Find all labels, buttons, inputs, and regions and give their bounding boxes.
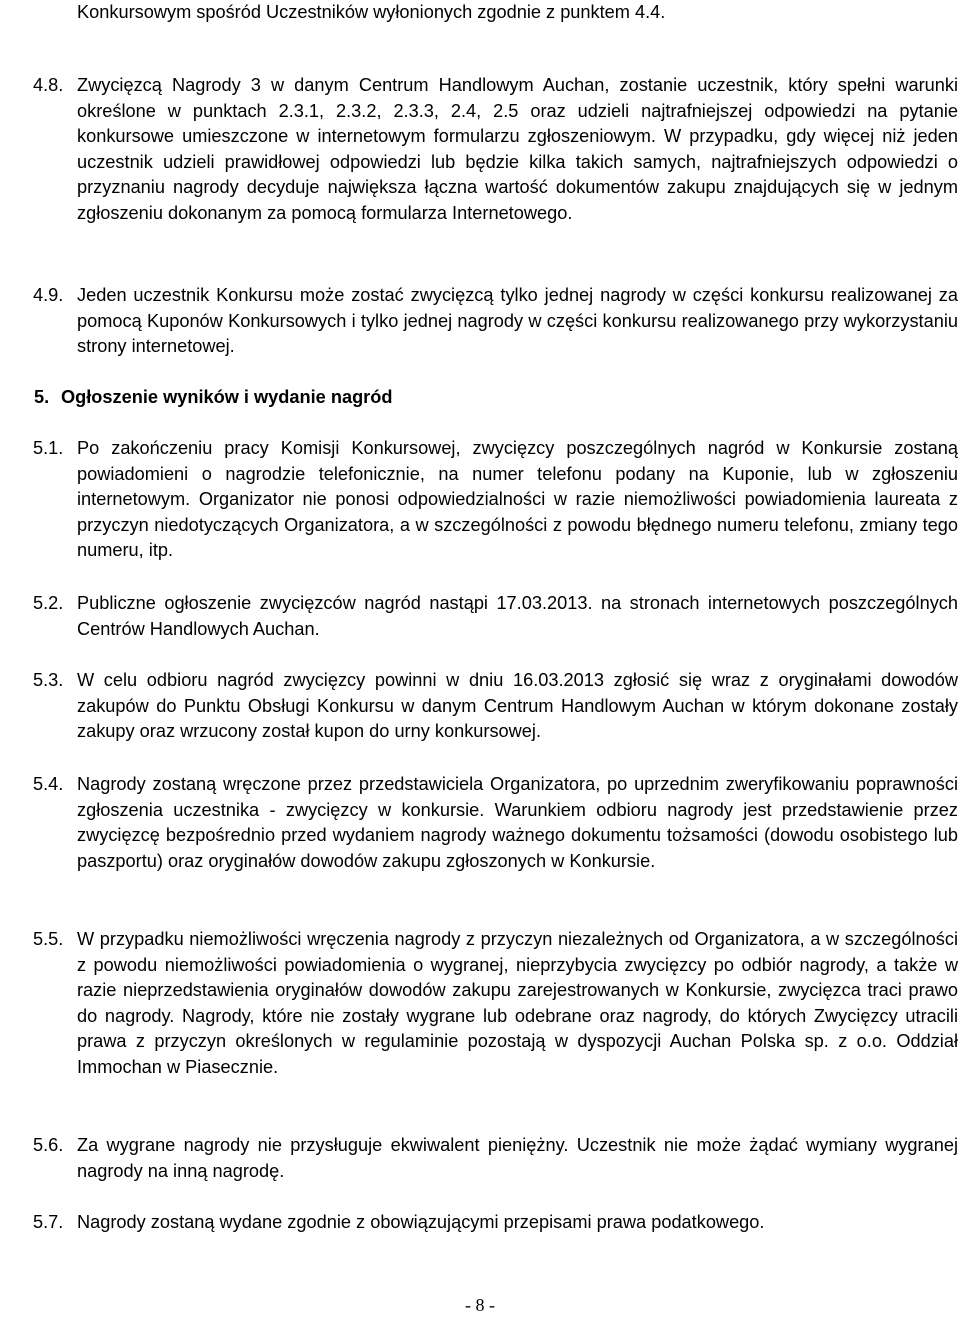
paragraph-number: 5.7.: [33, 1212, 64, 1232]
paragraph-number: 5.2.: [33, 593, 64, 613]
paragraph-text: Nagrody zostaną wręczone przez przedstawiciela Organizatora, po uprzednim zweryfikowaniu poprawności zgłoszenia uczestnika - zwycięzcy w konkursie. Warunkiem odbioru nagrody jest przedstawienie przez zwycięzcę bezpośrednio przed wydaniem nagrody ważnego dokumentu tożsamości (dowodu osobistego lub paszportu) oraz oryginałów dowodów zakupu zgłoszonych w Konkursie.: [77, 774, 958, 871]
paragraph-text: Jeden uczestnik Konkursu może zostać zwycięzcą tylko jednej nagrody w części konkursu realizowanej za pomocą Kuponów Konkursowych i tylko jednej nagrody w części konkursu realizowanego przy wykorzystaniu strony internetowej.: [77, 285, 958, 357]
paragraph-text: Publiczne ogłoszenie zwycięzców nagród nastąpi 17.03.2013. na stronach internetowych poszczególnych Centrów Handlowych Auchan.: [77, 593, 958, 639]
paragraph-text: Nagrody zostaną wydane zgodnie z obowiązującymi przepisami prawa podatkowego.: [77, 1212, 765, 1232]
paragraph-number: 4.8.: [33, 75, 64, 95]
paragraph-text: W przypadku niemożliwości wręczenia nagrody z przyczyn niezależnych od Organizatora, a w szczególności z powodu niemożliwości powiadomienia o wygranej, nieprzybycia zwycięzcy po odbiór nagrody, a także w razie nieprzedstawienia oryginałów dowodów zakupu zarejestrowanych w Konkursie, zwycięzca traci prawo do nagrody. Nagrody, które nie zostały wygrane lub odebrane oraz nagrody, do których Zwycięzcy utracili prawa z przyczyn określonych w regulaminie pozostają w dyspozycji Auchan Polska sp. z o.o. Oddział Immochan w Piasecznie.: [77, 929, 958, 1077]
paragraph-4-9: [33, 283, 958, 360]
paragraph-text: Konkursowym spośród Uczestników wyłonionych zgodnie z punktem 4.4.: [77, 2, 666, 22]
paragraph-text: Zwycięzcą Nagrody 3 w danym Centrum Handlowym Auchan, zostanie uczestnik, który spełni warunki określone w punktach 2.3.1, 2.3.2, 2.3.3, 2.4, 2.5 oraz udzieli najtrafniejszej odpowiedzi na pytanie konkursowe umieszczone w internetowym formularzu zgłoszeniowym. W przypadku, gdy więcej niż jeden uczestnik udzieli prawidłowej odpowiedzi lub będzie kilka takich samych, najtrafniejszych odpowiedzi o przyznaniu nagrody decyduje największa łączna wartość dokumentów zakupu znajdujących się w jednym zgłoszeniu dokonanym za pomocą formularza Internetowego.: [77, 75, 958, 223]
paragraph-5-1: [33, 436, 958, 564]
paragraph-number: 5.3.: [33, 670, 64, 690]
paragraph-number: 4.9.: [33, 285, 64, 305]
paragraph-5-6: [33, 1133, 958, 1184]
section-title: Ogłoszenie wyników i wydanie nagród: [61, 387, 393, 407]
section-heading: [34, 385, 392, 411]
paragraph-5-3: [33, 668, 958, 745]
paragraph-continuation: [77, 0, 958, 26]
paragraph-number: 5.6.: [33, 1135, 64, 1155]
paragraph-5-7: [33, 1210, 958, 1236]
paragraph-text: Po zakończeniu pracy Komisji Konkursowej, zwycięzcy poszczególnych nagród w Konkursie zostaną powiadomieni o nagrodzie telefonicznie, na numer telefonu podany na Kuponie, lub w zgłoszeniu internetowym. Organizator nie ponosi odpowiedzialności w razie niemożliwości powiadomienia laureata z przyczyn niedotyczących Organizatora, a w szczególności z powodu błędnego numeru telefonu, zmiany tego numeru, itp.: [77, 438, 958, 561]
paragraph-text: Za wygrane nagrody nie przysługuje ekwiwalent pieniężny. Uczestnik nie może żądać wymiany wygranej nagrody na inną nagrodę.: [77, 1135, 958, 1181]
paragraph-5-5: [33, 927, 958, 1081]
paragraph-number: 5.1.: [33, 438, 64, 458]
section-number: 5.: [34, 387, 50, 407]
paragraph-4-8: [33, 73, 958, 227]
page-number: - 8 -: [465, 1295, 495, 1315]
paragraph-number: 5.4.: [33, 774, 64, 794]
paragraph-number: 5.5.: [33, 929, 64, 949]
paragraph-5-2: [33, 591, 958, 642]
paragraph-5-4: [33, 772, 958, 874]
paragraph-text: W celu odbioru nagród zwycięzcy powinni w dniu 16.03.2013 zgłosić się wraz z oryginałami dowodów zakupów do Punktu Obsługi Konkursu w danym Centrum Handlowym Auchan w którym dokonane zostały zakupy oraz wrzucony został kupon do urny konkursowej.: [77, 670, 958, 742]
